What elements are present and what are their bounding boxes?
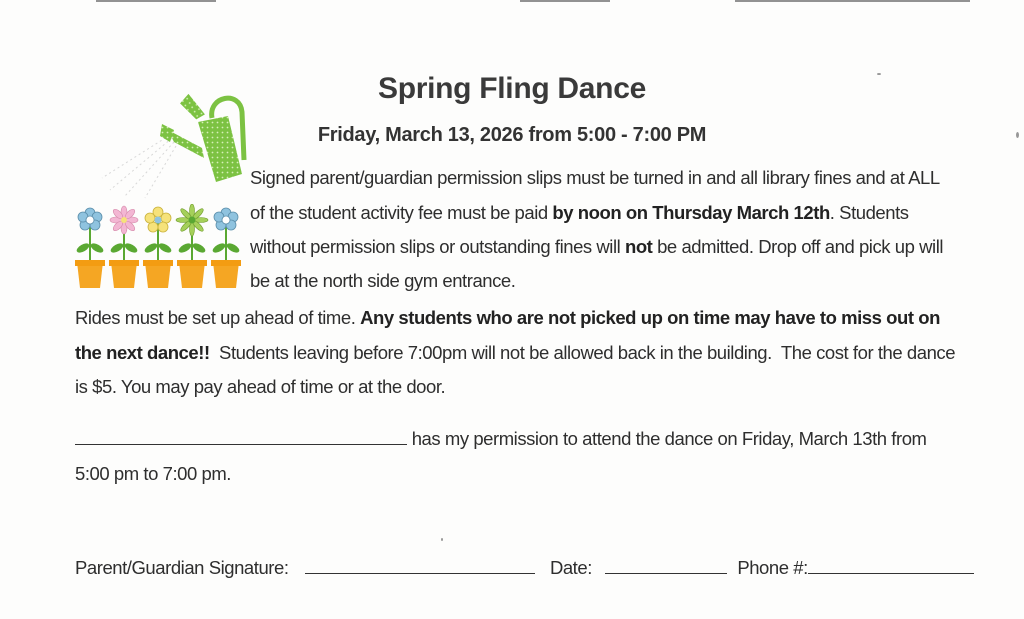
para1-line: of the student activity fee must be paid by noon on Thursday March 12th. Students [250,202,909,223]
student-name-blank[interactable] [75,428,407,445]
flower-pot-icon [211,208,241,288]
next-dance-emphasis: the next dance!! [75,342,210,363]
para1-line: without permission slips or outstanding fines will not be admitted. Drop off and pick up will [250,236,944,257]
event-date-time: Friday, March 13, 2026 from 5:00 - 7:00 PM [317,124,707,146]
para2-line: Rides must be set up ahead of time. Any students who are not picked up on time may have to miss out on [75,307,940,328]
date-blank[interactable] [605,557,727,574]
deadline-emphasis: by noon on Thursday March 12th [552,202,830,223]
not-emphasis: not [624,236,653,257]
watering-can-icon [100,90,250,200]
page-title: Spring Fling Dance [378,72,646,105]
flower-pot-icon [109,206,139,288]
para1-line: Signed parent/guardian permission slips must be turned in and all library fines and at ALL [250,167,940,188]
flower-pot-icon [75,208,105,288]
signature-blank[interactable] [305,557,535,574]
flower-pot-icon [176,204,208,288]
scan-edge-line [520,0,610,2]
signature-row [75,557,974,579]
scan-speck [441,538,443,541]
signature-label: Parent/Guardian Signature: [75,557,289,578]
phone-label: Phone #: [737,557,808,578]
para1-line: be at the north side gym entrance. [250,270,516,291]
phone-blank[interactable] [808,557,974,574]
flower-pot-icon [143,207,173,288]
date-label: Date: [549,557,592,578]
pickup-warning: Any students who are not picked up on time may have to miss out on [360,307,940,328]
permission-line: has my permission to attend the dance on Friday, March 13th from [75,428,927,450]
scan-edge-line [96,0,216,2]
flower-pots-illustration [70,204,250,294]
para2-line: the next dance!! Students leaving before 7:00pm will not be allowed back in the building. The cost for the dance [75,342,956,363]
para2-line: is $5. You may pay ahead of time or at the door. [75,376,446,397]
permission-line: 5:00 pm to 7:00 pm. [75,463,231,484]
scan-edge-line [735,0,970,2]
